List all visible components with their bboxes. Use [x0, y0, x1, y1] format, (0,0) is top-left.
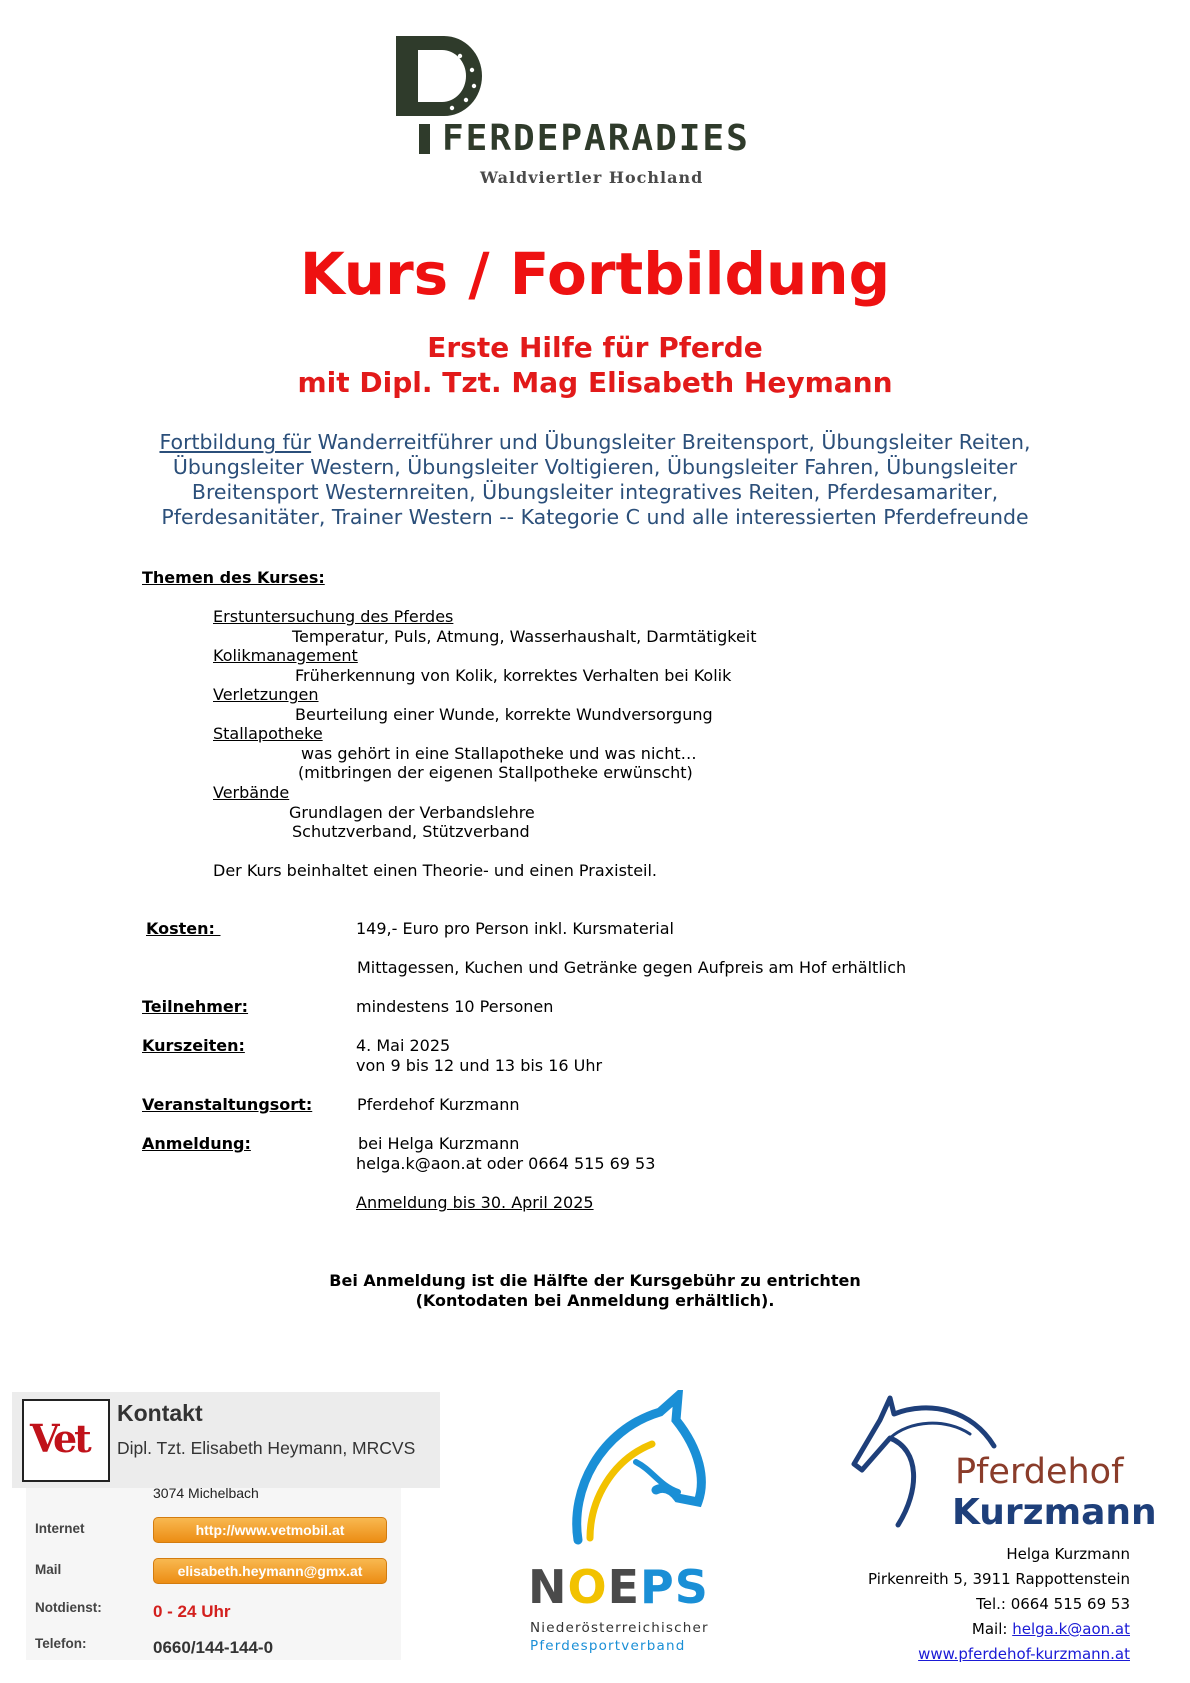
- kosten-label: Kosten:: [146, 919, 221, 938]
- noeps-e: E: [607, 1560, 641, 1614]
- intro-lead: Fortbildung für: [159, 430, 312, 454]
- pferdehof-mail-label: Mail:: [971, 1620, 1013, 1638]
- logo-subtitle: Waldviertler Hochland: [480, 168, 704, 187]
- pferdehof-address: Pirkenreith 5, 3911 Rappottenstein: [868, 1570, 1130, 1588]
- kurszeiten-label: Kurszeiten:: [142, 1036, 245, 1055]
- horseshoe-d-icon: [392, 30, 492, 130]
- payment-line-1: Bei Anmeldung ist die Hälfte der Kursgebühr zu entrichten: [329, 1271, 861, 1290]
- ort-value: Pferdehof Kurzmann: [357, 1095, 520, 1114]
- pferdehof-web-link[interactable]: www.pferdehof-kurzmann.at: [918, 1645, 1130, 1663]
- mail-label: Mail: [35, 1562, 62, 1577]
- logo-bar: [419, 124, 430, 154]
- kosten-extra: Mittagessen, Kuchen und Getränke gegen Aufpreis am Hof erhältlich: [357, 958, 907, 977]
- topic-line: was gehört in eine Stallapotheke und was nicht…: [301, 744, 697, 763]
- noeps-wordmark: [528, 1560, 709, 1614]
- noeps-ps: PS: [640, 1560, 709, 1614]
- website-button[interactable]: http://www.vetmobil.at: [153, 1517, 387, 1543]
- topic-title: Erstuntersuchung des Pferdes: [213, 607, 454, 626]
- topic-title: Verbände: [213, 783, 290, 802]
- topic-title: Stallapotheke: [213, 724, 323, 743]
- page-title: Kurs / Fortbildung: [299, 240, 891, 308]
- email-button[interactable]: elisabeth.heymann@gmx.at: [153, 1558, 387, 1584]
- topic-line: Schutzverband, Stützverband: [292, 822, 530, 841]
- kosten-value: 149,- Euro pro Person inkl. Kursmaterial: [356, 919, 674, 938]
- topic-line: Temperatur, Puls, Atmung, Wasserhaushalt, Darmtätigkeit: [292, 627, 757, 646]
- subtitle-line-1: Erste Hilfe für Pferde: [427, 331, 763, 364]
- vet-logo-text: Vet: [30, 1416, 89, 1461]
- teilnehmer-label: Teilnehmer:: [142, 997, 249, 1016]
- anmeldung-deadline: Anmeldung bis 30. April 2025: [356, 1193, 594, 1212]
- telefon-label: Telefon:: [35, 1636, 87, 1651]
- kontakt-address: 3074 Michelbach: [153, 1485, 259, 1501]
- pferdehof-logo-line-2: Kurzmann: [952, 1492, 1157, 1533]
- topic-line: (mitbringen der eigenen Stallpotheke erwünscht): [298, 763, 693, 782]
- notdienst-label: Notdienst:: [35, 1600, 102, 1615]
- pferdehof-mail-line: [972, 1620, 1130, 1638]
- teilnehmer-value: mindestens 10 Personen: [356, 997, 554, 1016]
- noeps-o: O: [567, 1560, 608, 1614]
- telefon-value: 0660/144-144-0: [153, 1638, 274, 1657]
- subtitle-line-2: mit Dipl. Tzt. Mag Elisabeth Heymann: [297, 366, 893, 399]
- noeps-n: N: [528, 1560, 568, 1614]
- logo-wordmark: FERDEPARADIES: [442, 118, 750, 159]
- topic-title: Verletzungen: [213, 685, 319, 704]
- course-subtitle: [0, 330, 1190, 400]
- kurszeiten-time: von 9 bis 12 und 13 bis 16 Uhr: [356, 1056, 603, 1075]
- kurszeiten-date: 4. Mai 2025: [356, 1036, 451, 1055]
- anmeldung-label: Anmeldung:: [142, 1134, 251, 1153]
- topic-title: Kolikmanagement: [213, 646, 358, 665]
- topic-line: Grundlagen der Verbandslehre: [289, 803, 535, 822]
- notdienst-value: 0 - 24 Uhr: [153, 1602, 231, 1621]
- intro-rest: Wanderreitführer und Übungsleiter Breitensport, Übungsleiter Reiten, Übungsleiter Western, Übungsleiter Voltigieren, Übungsleiter Fahren, Übungsleiter Breitensport Westernreiten, Übungsleiter integratives Reiten, Pferdesamariter, Pferdesanitäter, Trainer Western -- Kategorie C und alle interessierten Pferdefreunde: [161, 430, 1031, 529]
- pferdehof-logo-line-1: Pferdehof: [955, 1452, 1124, 1492]
- intro-paragraph: [150, 430, 1040, 530]
- pferdehof-tel: Tel.: 0664 515 69 53: [976, 1595, 1130, 1613]
- noeps-subtitle-2: Pferdesportverband: [530, 1638, 686, 1654]
- themen-heading: Themen des Kurses:: [142, 568, 325, 587]
- pferdehof-mail-link[interactable]: helga.k@aon.at: [1012, 1620, 1130, 1638]
- noeps-subtitle-1: Niederösterreichischer: [530, 1620, 709, 1636]
- internet-label: Internet: [35, 1521, 85, 1536]
- pferdehof-name: Helga Kurzmann: [1006, 1545, 1130, 1563]
- payment-line-2: (Kontodaten bei Anmeldung erhältlich).: [415, 1291, 775, 1310]
- topic-line: Beurteilung einer Wunde, korrekte Wundversorgung: [295, 705, 713, 724]
- noeps-horse-icon: [560, 1390, 710, 1550]
- anmeldung-contact: bei Helga Kurzmann: [358, 1134, 520, 1153]
- topic-line: Früherkennung von Kolik, korrektes Verhalten bei Kolik: [295, 666, 732, 685]
- themen-note: Der Kurs beinhaltet einen Theorie- und einen Praxisteil.: [213, 861, 658, 880]
- kontakt-title: Kontakt: [117, 1400, 203, 1426]
- anmeldung-details: helga.k@aon.at oder 0664 515 69 53: [356, 1154, 656, 1173]
- ort-label: Veranstaltungsort:: [142, 1095, 313, 1114]
- kontakt-name: Dipl. Tzt. Elisabeth Heymann, MRCVS: [117, 1438, 416, 1458]
